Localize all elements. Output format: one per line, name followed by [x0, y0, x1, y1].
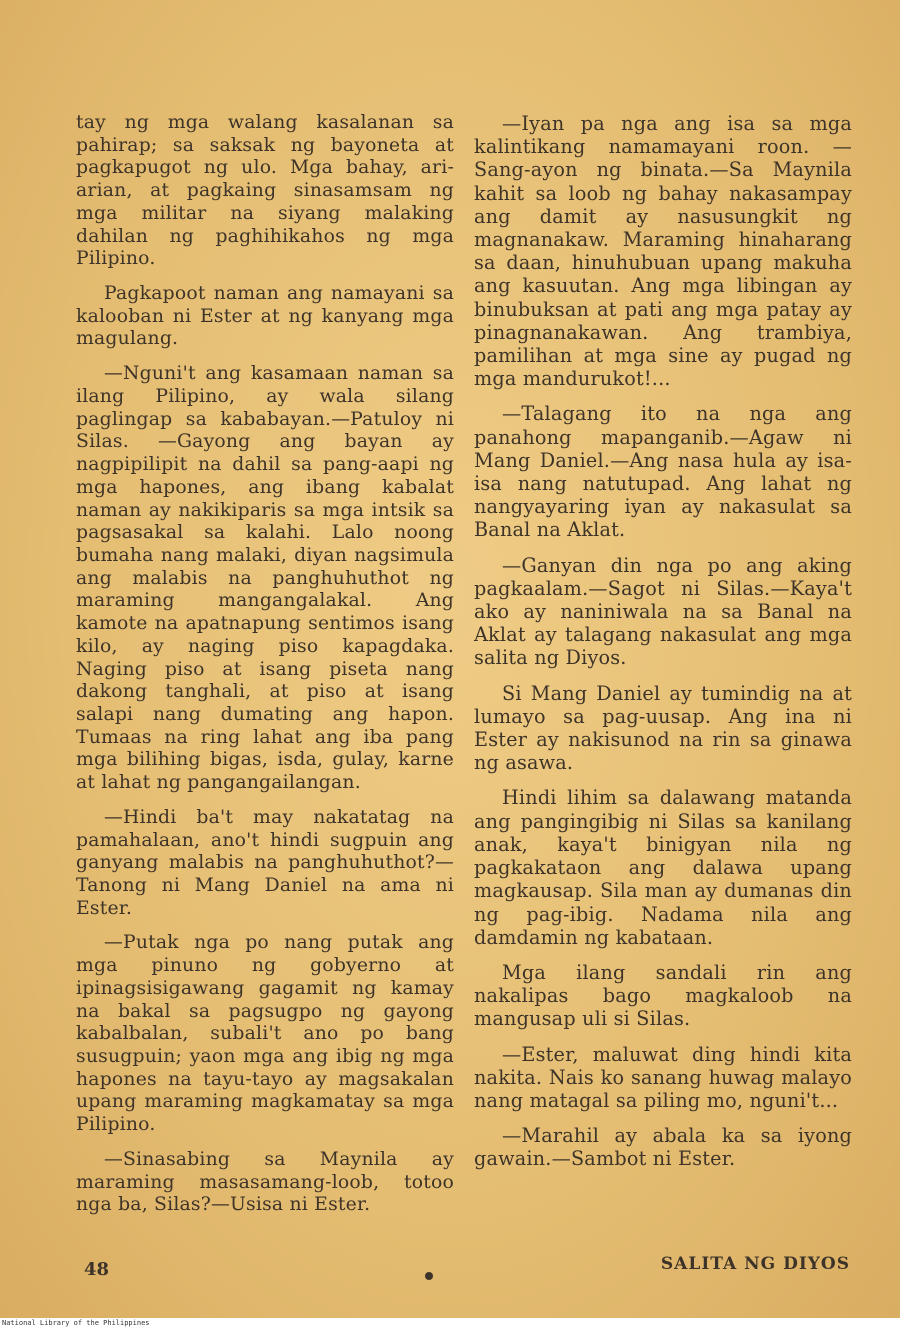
- paragraph: —Talagang ito na nga ang panahong mapanganib.—Agaw ni Mang Daniel.—Ang nasa hula ay isa-isa nang natutupad. Ang lahat ng nangyayaring iyan ay nakasulat sa Banal na Aklat.: [474, 402, 852, 542]
- paragraph: —Sinasabing sa Maynila ay maraming masasamang-loob, totoo nga ba, Silas?—Usisa ni Ester.: [76, 1148, 454, 1216]
- paragraph: Pagkapoot naman ang namayani sa kalooban ni Ester at ng kanyang mga magulang.: [76, 283, 454, 350]
- paragraph: —Putak nga po nang putak ang mga pinuno ng gobyerno at ipinagsisigawang gagamit ng kamay na bakal sa pagsugpo ng gayong kabalbalan, subali't ano po bang susugpuin; yaon mga ang ibig ng mga hapones na tayu-tayo ay magsakalan upang maraming magkamatay sa mga Pilipino.: [76, 932, 454, 1136]
- paragraph: tay ng mga walang kasalanan sa pahirap; sa saksak ng bayoneta at pagkapugot ng ulo. Mga bahay, ari-arian, at pagkaing sinasamsam ng mga militar na siyang malaking dahilan ng paghihikahos ng mga Pilipino.: [76, 112, 454, 270]
- left-column: [76, 112, 454, 1229]
- paragraph: Mga ilang sandali rin ang nakalipas bago magkaloob na mangusap uli si Silas.: [474, 960, 852, 1031]
- paragraph: —Ester, maluwat ding hindi kita nakita. Nais ko sanang huwag malayo nang matagal sa piling mo, nguni't...: [474, 1042, 852, 1112]
- paragraph: —Ganyan din nga po ang aking pagkaalam.—Sagot ni Silas.—Kaya't ako ay naniniwala na sa Banal na Aklat ay talagang nakasulat ang mga salita ng Diyos.: [474, 553, 852, 670]
- credit-text: National Library of the Philippines: [2, 1319, 150, 1327]
- page-number: 48: [84, 1259, 110, 1280]
- paragraph: —Nguni't ang kasamaan naman sa ilang Pilipino, ay wala silang paglingap sa kababayan.—Patuloy ni Silas. —Gayong ang bayan ay nagpipilipit na dahil sa pang-aapi ng mga hapones, ang ibang kabalat naman ay nakikiparis sa mga intsik sa pagsasakal sa kalahi. Lalo noong bumaha nang malaki, diyan nagsimula ang malabis na panghuhuthot ng maraming mangangalakal. Ang kamote na apatnapung sentimos isang kilo, ay naging piso kapagdaka. Naging piso at isang piseta nang dakong tanghali, at piso at isang salapi nang dumating ang hapon. Tumaas na ring lahat ang iba pang mga bilihing bigas, isda, gulay, karne at lahat ng pangangailangan.: [76, 363, 454, 794]
- paragraph: Si Mang Daniel ay tumindig na at lumayo sa pag-uusap. Ang ina ni Ester ay nakisunod na rin sa ginawa ng asawa.: [474, 681, 852, 775]
- right-column: [474, 112, 852, 1183]
- paragraph: Hindi lihim sa dalawang matanda ang pangingibig ni Silas sa kanilang anak, kaya't binigyan nila ng pagkakataon ang dalawa upang magkausap. Sila man ay dumanas din ng pag-ibig. Nadama nila ang damdamin ng kabataan.: [474, 786, 852, 949]
- credit-strip: [0, 1318, 900, 1328]
- paragraph: —Hindi ba't may nakatatag na pamahalaan, ano't hindi sugpuin ang ganyang malabis na panghuhuthot?—Tanong ni Mang Daniel na ama ni Ester.: [76, 806, 454, 919]
- paragraph: —Iyan pa nga ang isa sa mga kalintikang namamayani roon. —Sang-ayon ng binata.—Sa Maynila kahit sa loob ng bahay nakasampay ang damit ay nasusungkit ng magnanakaw. Maraming hinaharang sa daan, hinuhubuan upang makuha ang kasuutan. Ang mga libingan ay binubuksan at pati ang mga patay ay pinagnanakawan. Ang trambiya, pamilihan at mga sine ay pugad ng mga mandurukot!...: [474, 112, 852, 391]
- running-head: SALITA NG DIYOS: [660, 1254, 850, 1274]
- ornament-dot: [425, 1272, 433, 1280]
- paragraph: —Marahil ay abala ka sa iyong gawain.—Sambot ni Ester.: [474, 1124, 852, 1171]
